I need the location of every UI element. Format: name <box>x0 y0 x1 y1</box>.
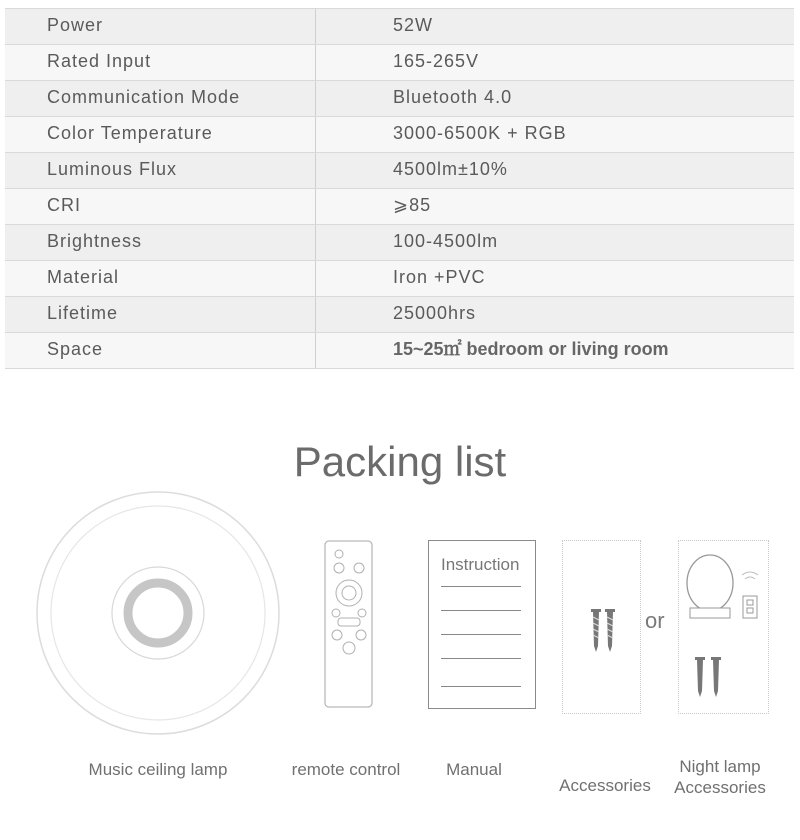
spec-value: 165-265V <box>393 51 480 71</box>
spec-value: Bluetooth 4.0 <box>393 87 513 107</box>
night-lamp-icon <box>678 540 769 714</box>
spec-value: ⩾85 <box>393 195 432 215</box>
manual-icon <box>428 540 536 709</box>
spec-row <box>5 117 794 153</box>
spec-label: Rated Input <box>5 45 316 80</box>
spec-label: CRI <box>5 189 316 224</box>
spec-label: Material <box>5 261 316 296</box>
spec-value: 15~25㎡ bedroom or living room <box>393 339 669 359</box>
screws-icon <box>562 540 641 714</box>
spec-table <box>5 8 794 369</box>
spec-row <box>5 189 794 225</box>
spec-value: 3000-6500K + RGB <box>393 123 567 143</box>
spec-row <box>5 333 794 369</box>
spec-label: Color Temperature <box>5 117 316 152</box>
spec-value: Iron +PVC <box>393 267 486 287</box>
caption-accessories: Accessories <box>559 776 651 795</box>
spec-value: 52W <box>393 15 434 35</box>
spec-value: 25000hrs <box>393 303 477 323</box>
spec-label: Space <box>5 333 316 368</box>
packing-list-title: Packing list <box>293 438 507 485</box>
spec-row <box>5 81 794 117</box>
spec-value: 4500lm±10% <box>393 159 508 179</box>
spec-label: Luminous Flux <box>5 153 316 188</box>
caption-night-lamp-line1: Night lamp <box>679 757 761 776</box>
caption-remote-control: remote control <box>291 760 401 779</box>
spec-value: 100-4500lm <box>393 231 499 251</box>
spec-label: Communication Mode <box>5 81 316 116</box>
spec-row <box>5 45 794 81</box>
spec-row <box>5 8 794 45</box>
spec-label: Lifetime <box>5 297 316 332</box>
caption-night-lamp-line2: Accessories <box>674 778 766 797</box>
spec-row <box>5 225 794 261</box>
remote-control-icon <box>323 540 375 715</box>
spec-row <box>5 153 794 189</box>
caption-ceiling-lamp: Music ceiling lamp <box>88 760 228 779</box>
spec-label: Power <box>5 9 316 44</box>
spec-label: Brightness <box>5 225 316 260</box>
or-label: or <box>645 608 665 633</box>
spec-row <box>5 297 794 333</box>
ceiling-lamp-icon <box>35 490 281 741</box>
manual-heading: Instruction <box>441 555 520 574</box>
spec-row <box>5 261 794 297</box>
caption-manual: Manual <box>446 760 502 779</box>
